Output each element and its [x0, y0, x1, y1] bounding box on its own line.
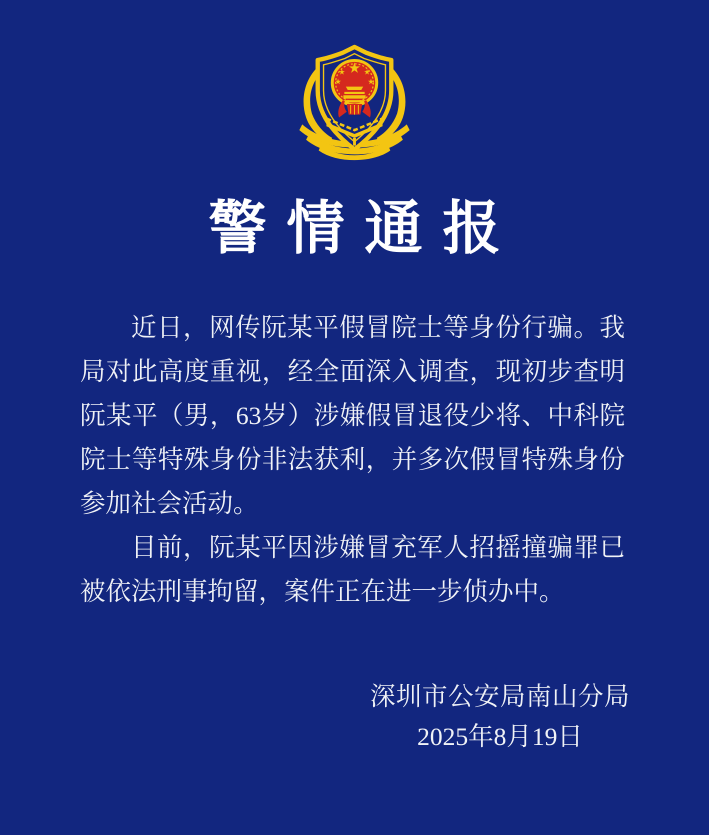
- paragraph-2: [80, 526, 625, 614]
- body-line: 目前，阮某平因涉嫌冒充军人招摇撞骗罪已: [131, 533, 625, 562]
- body-line: 局对此高度重视，经全面深入调查，现初步查明: [80, 357, 625, 386]
- notice-footer: [370, 677, 630, 757]
- paragraph-1: [80, 306, 625, 526]
- issue-date: 2025年8月19日: [417, 722, 583, 751]
- issuing-authority: 深圳市公安局南山分局: [369, 682, 630, 711]
- notice-body: [80, 306, 625, 614]
- police-badge-icon: [296, 44, 413, 164]
- body-line: 阮某平（男，63岁）涉嫌假冒退役少将、中科院: [80, 401, 625, 430]
- notice-title: 警情通报: [208, 196, 521, 261]
- body-line: 近日，网传阮某平假冒院士等身份行骗。我: [131, 313, 625, 342]
- body-line: 院士等特殊身份非法获利，并多次假冒特殊身份: [80, 445, 625, 474]
- body-line: 参加社会活动。: [80, 489, 259, 518]
- body-line: 被依法刑事拘留，案件正在进一步侦办中。: [80, 577, 565, 606]
